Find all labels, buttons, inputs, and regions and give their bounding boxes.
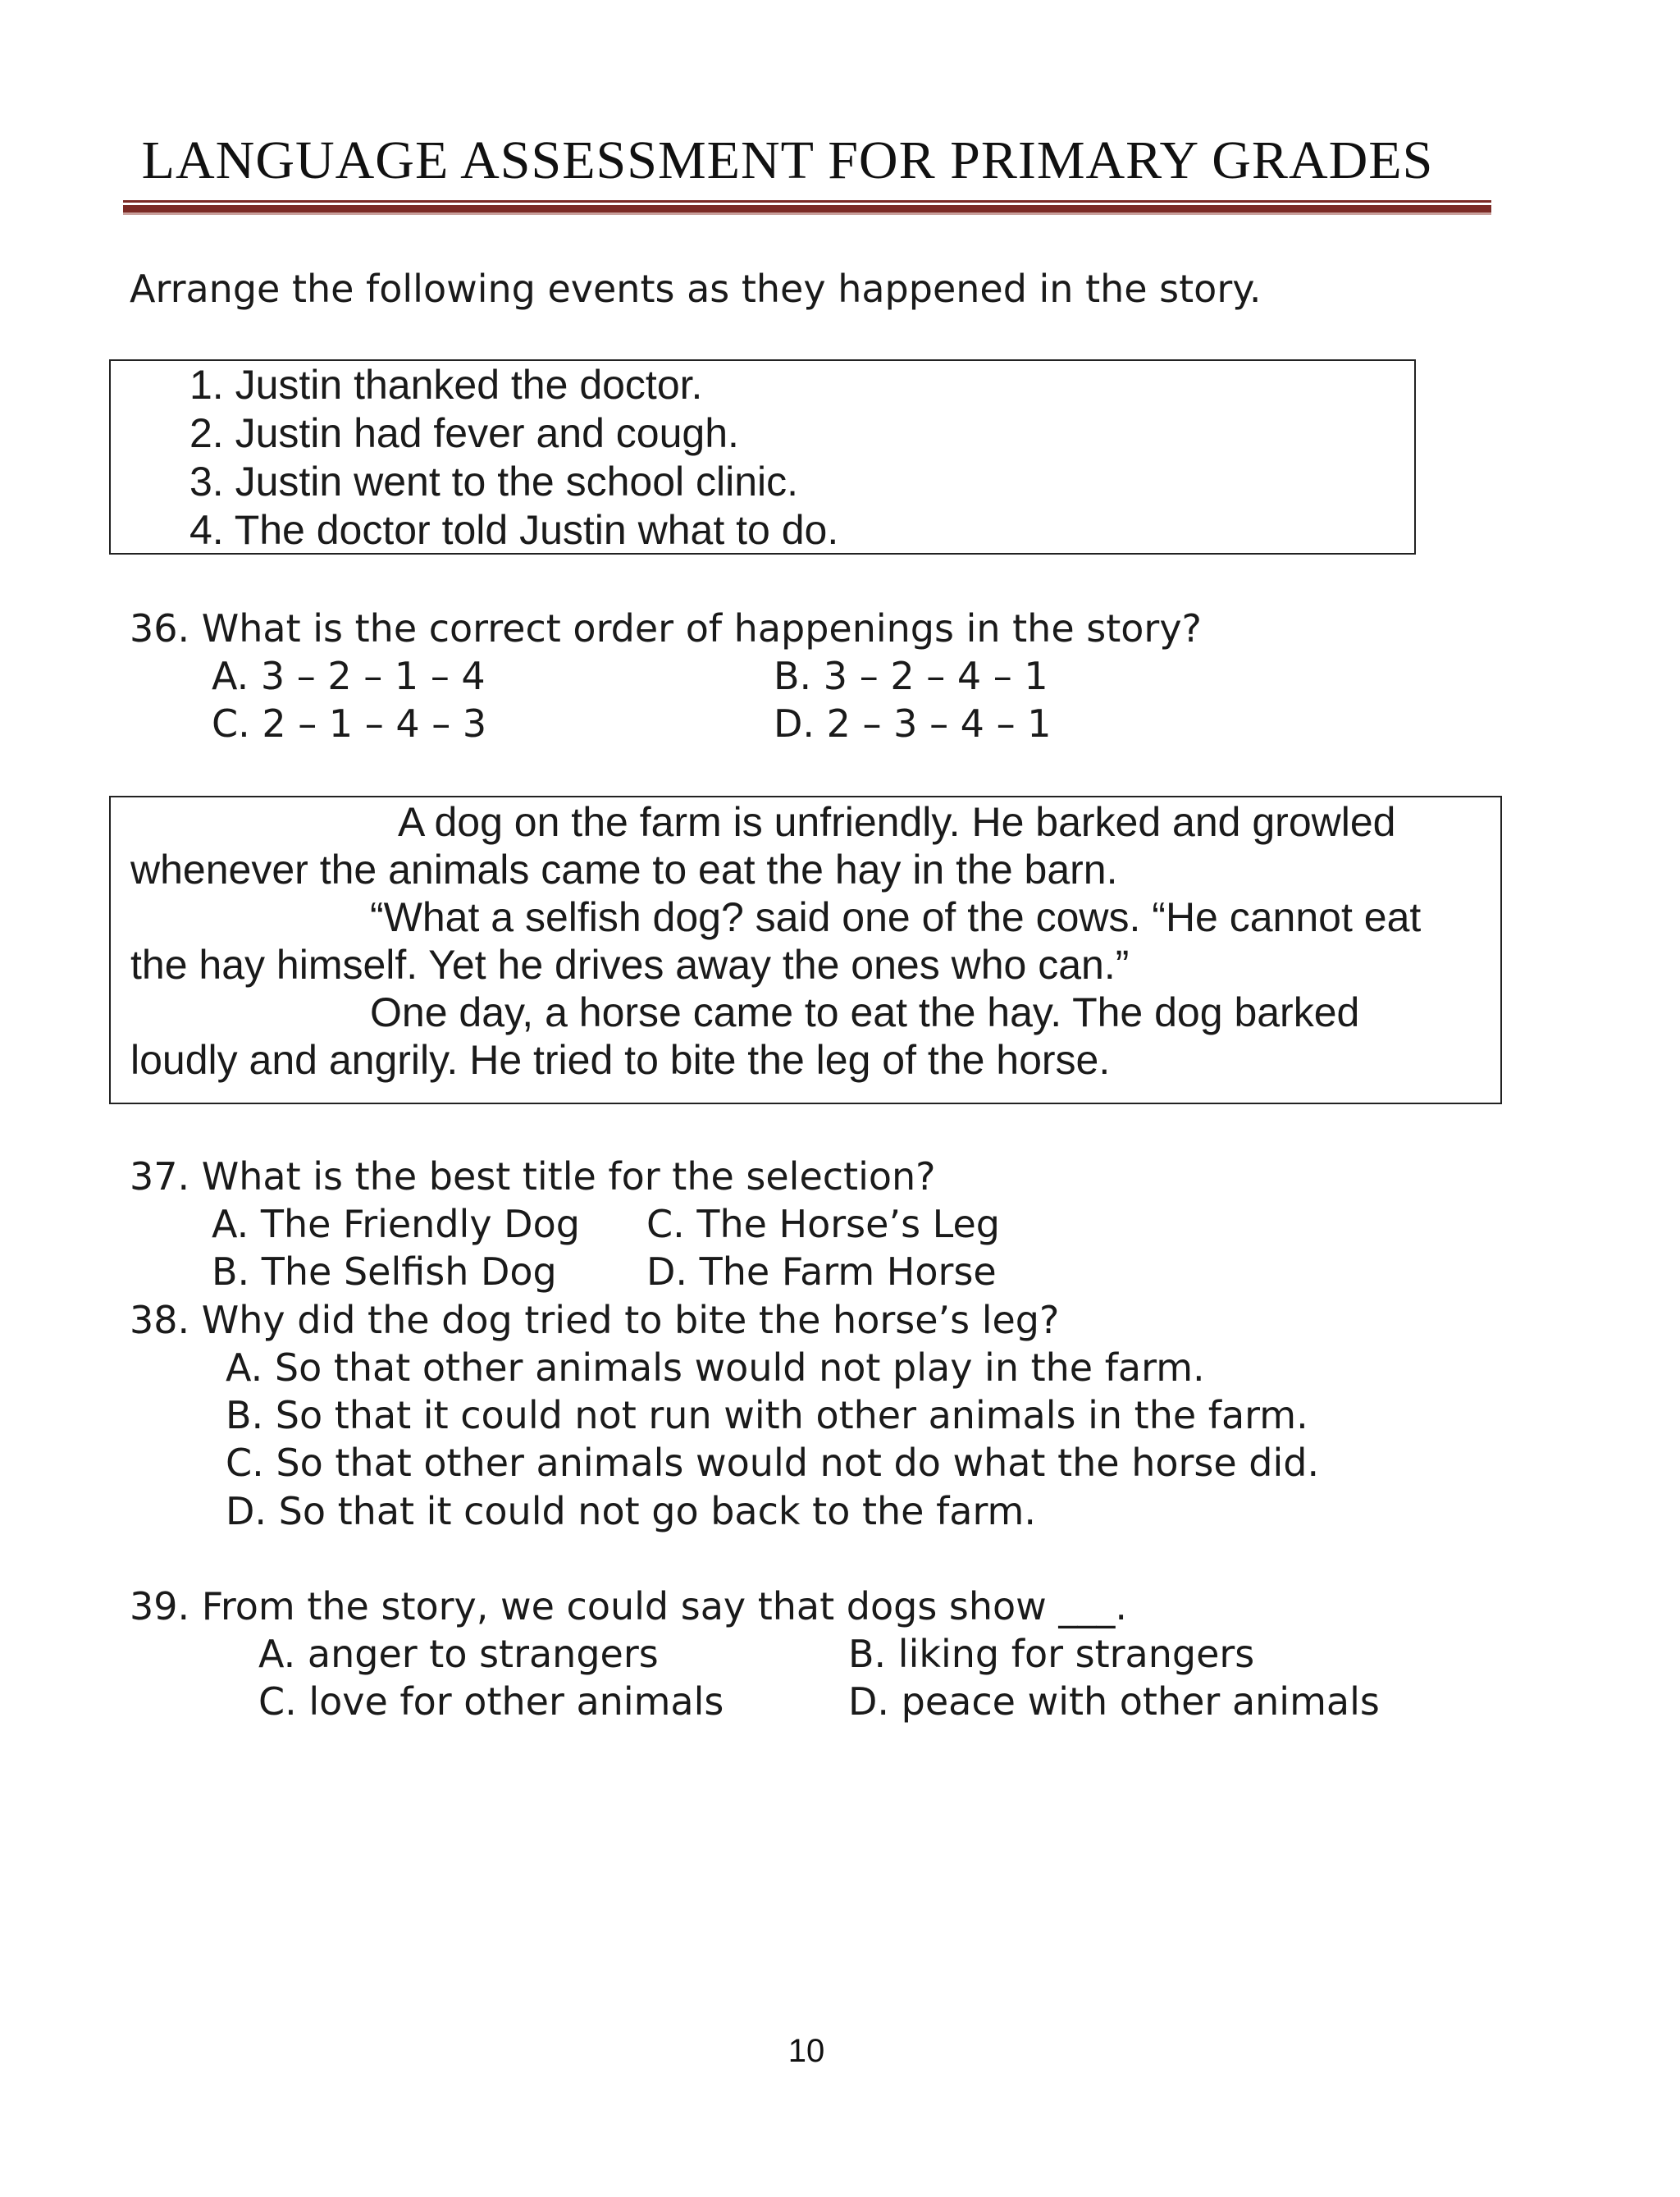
q37-choice-c: C. The Horse’s Leg: [646, 1202, 1000, 1246]
q38-choice-a: A. So that other animals would not play in the farm.: [226, 1345, 1205, 1390]
event-item: 3. Justin went to the school clinic.: [189, 459, 799, 505]
q39-choice-c: C. love for other animals: [258, 1679, 724, 1724]
passage-box: [109, 796, 1502, 1104]
passage-line: whenever the animals came to eat the hay in the barn.: [130, 847, 1118, 893]
event-item: 1. Justin thanked the doctor.: [189, 362, 703, 408]
page-number: 10: [788, 2033, 825, 2069]
question-38: 38. Why did the dog tried to bite the horse’s leg?: [130, 1298, 1060, 1342]
question-39: 39. From the story, we could say that dogs show ___.: [130, 1584, 1128, 1628]
event-item: 2. Justin had fever and cough.: [189, 410, 739, 456]
passage-line: the hay himself. Yet he drives away the ones who can.”: [130, 942, 1130, 988]
passage-line: loudly and angrily. He tried to bite the leg of the horse.: [130, 1037, 1111, 1083]
event-item: 4. The doctor told Justin what to do.: [189, 507, 839, 553]
q39-choice-b: B. liking for strangers: [848, 1632, 1255, 1676]
q37-choice-d: D. The Farm Horse: [646, 1249, 997, 1294]
q36-choice-c: C. 2 – 1 – 4 – 3: [212, 701, 487, 746]
q38-choice-b: B. So that it could not run with other animals in the farm.: [226, 1393, 1308, 1437]
passage-line: A dog on the farm is unfriendly. He barked and growled: [398, 799, 1396, 845]
q38-choice-c: C. So that other animals would not do what the horse did.: [226, 1441, 1320, 1485]
q37-choice-a: A. The Friendly Dog: [212, 1202, 580, 1246]
question-37: 37. What is the best title for the selection?: [130, 1154, 936, 1199]
q36-choice-d: D. 2 – 3 – 4 – 1: [774, 701, 1052, 746]
passage-line: “What a selfish dog? said one of the cows. “He cannot eat: [370, 894, 1422, 940]
q39-choice-d: D. peace with other animals: [848, 1679, 1380, 1724]
q36-choice-a: A. 3 – 2 – 1 – 4: [212, 654, 486, 698]
q36-choice-b: B. 3 – 2 – 4 – 1: [774, 654, 1048, 698]
events-box: [109, 359, 1416, 555]
title-underline: [123, 200, 1491, 215]
q37-choice-b: B. The Selfish Dog: [212, 1249, 557, 1294]
q38-choice-d: D. So that it could not go back to the farm.: [226, 1489, 1036, 1533]
passage-line: One day, a horse came to eat the hay. The dog barked: [370, 989, 1360, 1035]
question-36: 36. What is the correct order of happenings in the story?: [130, 606, 1202, 651]
q39-choice-a: A. anger to strangers: [258, 1632, 659, 1676]
instructions: Arrange the following events as they happened in the story.: [130, 267, 1262, 311]
page-title: LANGUAGE ASSESSMENT FOR PRIMARY GRADES: [141, 130, 1434, 190]
